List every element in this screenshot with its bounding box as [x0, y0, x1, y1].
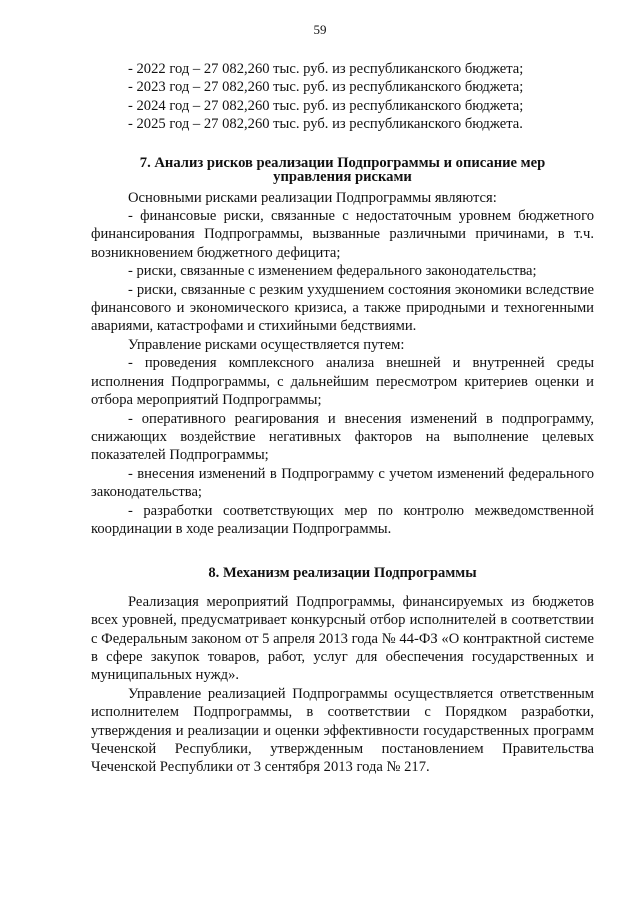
section-7-paragraph: Управление рисками осуществляется путем:	[128, 336, 405, 353]
section-7-paragraph: - проведения комплексного анализа внешней и внутренней среды исполнения Подпрограммы, с дальнейшим пересмотром критериев оценки и отбора мероприятий Подпрограммы;	[91, 355, 594, 409]
budget-line-2025: - 2025 год – 27 082,260 тыс. руб. из республиканского бюджета.	[128, 116, 523, 133]
section-8-heading: 8. Механизм реализации Подпрограммы	[208, 565, 477, 582]
section-7-paragraph: Основными рисками реализации Подпрограммы являются:	[128, 189, 497, 206]
budget-list	[91, 60, 594, 134]
section-7-paragraph: - финансовые риски, связанные с недостаточным уровнем бюджетного финансирования Подпрограммы, вызванные различными причинами, в т.ч. возникновением бюджетного дефицита;	[91, 208, 594, 261]
page-number: 59	[313, 22, 327, 37]
section-7-body	[91, 189, 594, 539]
section-8-paragraph: Управление реализацией Подпрограммы осуществляется ответственным исполнителем Подпрограммы, в соответствии с Порядком разработки, утверждения и реализации и оценки эффективности государственных программ Чеченской Республики, утвержденным постановлением Правительства Чеченской Республики от 3 сентября 2013 года № 217.	[91, 685, 594, 776]
section-7-paragraph: - разработки соответствующих мер по контролю межведомственной координации в ходе реализации Подпрограммы.	[91, 502, 594, 537]
section-7-heading	[91, 156, 594, 184]
budget-line-2024: - 2024 год – 27 082,260 тыс. руб. из республиканского бюджета;	[128, 97, 524, 114]
section-8-paragraph: Реализация мероприятий Подпрограммы, финансируемых из бюджетов всех уровней, предусматривает конкурсный отбор исполнителей в соответствии с Федеральным законом от 5 апреля 2013 года № 44-ФЗ «О контрактной системе в сфере закупок товаров, работ, услуг для обеспечения государственных и муниципальных нужд».	[91, 593, 594, 684]
section-7-title-line-2: управления рисками	[273, 168, 412, 185]
section-7-paragraph: - риски, связанные с резким ухудшением состояния экономики вследствие финансового и экономического кризиса, а также природными и техногенными авариями, катастрофами и стихийными бедствиями.	[91, 281, 594, 335]
section-7-title-line-1: 7. Анализ рисков реализации Подпрограммы и описание мер	[139, 154, 546, 171]
section-7-paragraph: - внесения изменений в Подпрограмму с учетом изменений федерального законодательства;	[91, 465, 594, 501]
budget-line-2023: - 2023 год – 27 082,260 тыс. руб. из республиканского бюджета;	[128, 79, 524, 96]
document-body	[91, 60, 594, 777]
section-7-paragraph: - риски, связанные с изменением федерального законодательства;	[128, 263, 537, 280]
budget-line-2022: - 2022 год – 27 082,260 тыс. руб. из республиканского бюджета;	[128, 61, 524, 77]
section-8-body	[91, 593, 594, 777]
section-7-paragraph: - оперативного реагирования и внесения изменений в подпрограмму, снижающих воздействие негативных факторов на выполнение целевых показателей Подпрограммы;	[91, 410, 594, 464]
